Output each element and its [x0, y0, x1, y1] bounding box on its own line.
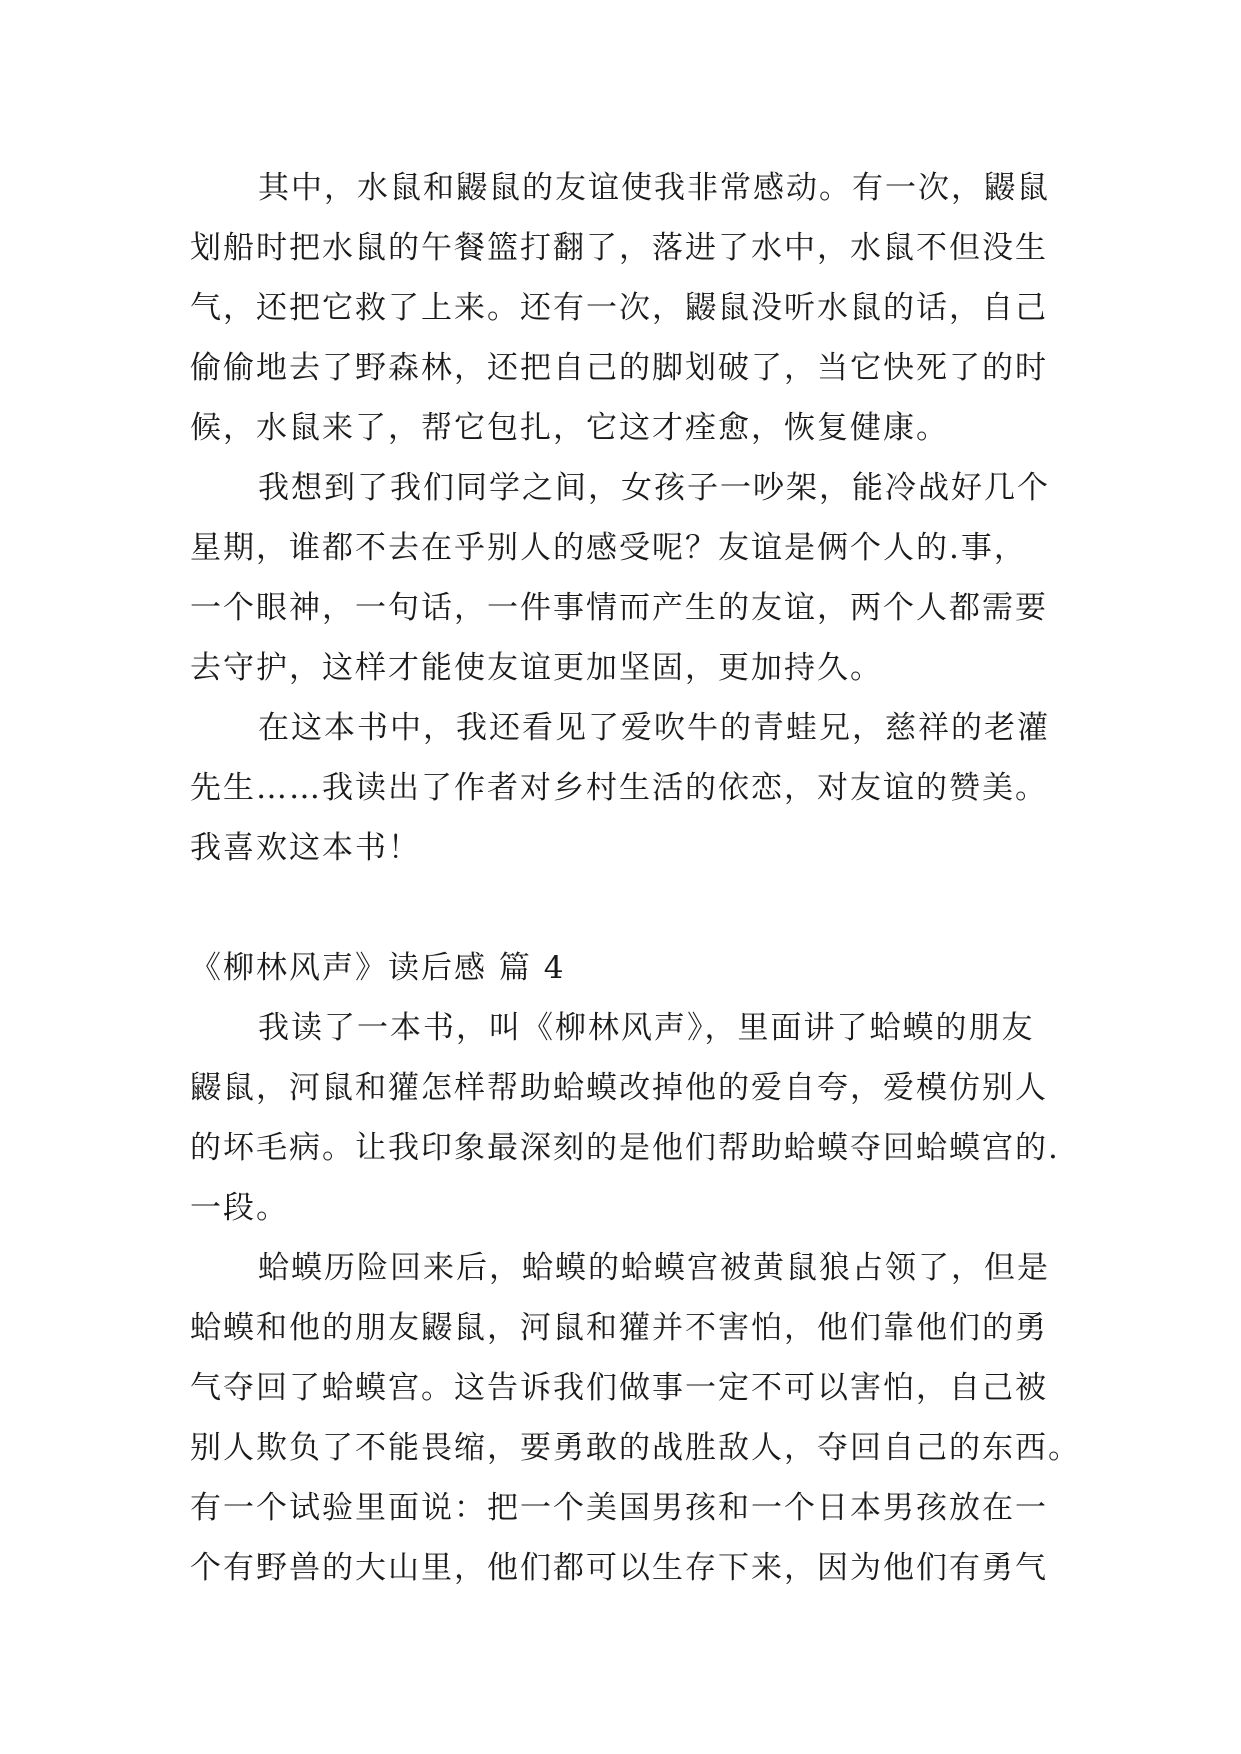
text-line: 的坏毛病。让我印象最深刻的是他们帮助蛤蟆夺回蛤蟆宫的.	[190, 1130, 1060, 1166]
text-line: 蛤蟆历险回来后，蛤蟆的蛤蟆宫被黄鼠狼占领了，但是	[258, 1250, 1050, 1286]
text-line: 去守护，这样才能使友谊更加坚固，更加持久。	[190, 650, 883, 686]
text-line: 蛤蟆和他的朋友鼹鼠，河鼠和獾并不害怕，他们靠他们的勇	[190, 1310, 1048, 1346]
text-line: 在这本书中，我还看见了爱吹牛的青蛙兄，慈祥的老灌	[258, 710, 1050, 746]
text-line: 候，水鼠来了，帮它包扎，它这才痊愈，恢复健康。	[190, 410, 949, 446]
text-line: 气夺回了蛤蟆宫。这告诉我们做事一定不可以害怕，自己被	[190, 1370, 1048, 1406]
text-line: 有一个试验里面说：把一个美国男孩和一个日本男孩放在一	[190, 1490, 1048, 1526]
text-line: 个有野兽的大山里，他们都可以生存下来，因为他们有勇气	[190, 1550, 1048, 1586]
text-line: 别人欺负了不能畏缩，要勇敢的战胜敌人，夺回自己的东西。	[190, 1430, 1081, 1466]
text-line: 划船时把水鼠的午餐篮打翻了，落进了水中，水鼠不但没生	[190, 230, 1048, 266]
text-line: 先生……我读出了作者对乡村生活的依恋，对友谊的赞美。	[190, 770, 1048, 806]
text-line: 我读了一本书，叫《柳林风声》，里面讲了蛤蟆的朋友	[258, 1010, 1035, 1046]
text-line: 星期，谁都不去在乎别人的感受呢？友谊是俩个人的.事，	[190, 530, 1027, 566]
text-line: 一段。	[190, 1190, 289, 1226]
text-line: 其中，水鼠和鼹鼠的友谊使我非常感动。有一次，鼹鼠	[258, 170, 1050, 206]
text-line: 气，还把它救了上来。还有一次，鼹鼠没听水鼠的话，自己	[190, 290, 1048, 326]
text-line: 偷偷地去了野森林，还把自己的脚划破了，当它快死了的时	[190, 350, 1048, 386]
text-line: 我喜欢这本书！	[190, 830, 421, 866]
text-line: 一个眼神，一句话，一件事情而产生的友谊，两个人都需要	[190, 590, 1048, 626]
text-line: 我想到了我们同学之间，女孩子一吵架，能冷战好几个	[258, 470, 1050, 506]
text-line: 鼹鼠，河鼠和獾怎样帮助蛤蟆改掉他的爱自夸，爱模仿别人	[190, 1070, 1048, 1106]
section-heading: 《柳林风声》读后感 篇 4	[190, 950, 566, 986]
